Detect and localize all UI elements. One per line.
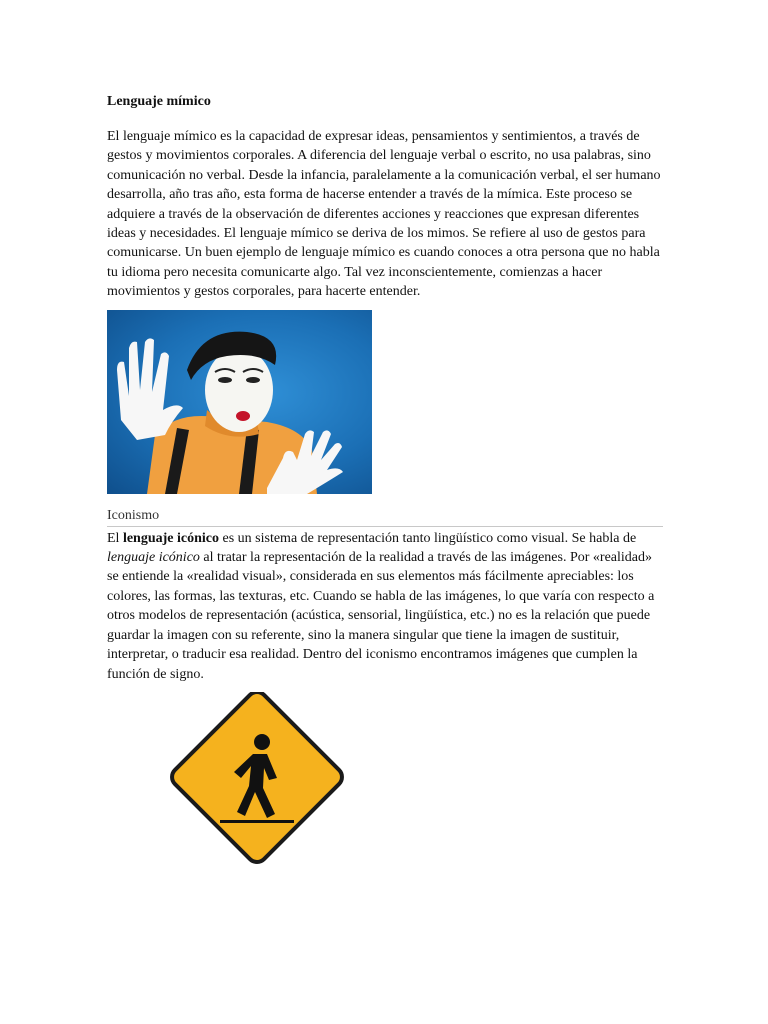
paragraph-iconismo (107, 529, 663, 684)
pedestrian-crossing-sign (107, 692, 402, 882)
paragraph-lenguaje-mimico: El lenguaje mímico es la capacidad de expresar ideas, pensamientos y sentimientos, a través de gestos y movimientos corporales. A diferencia del lenguaje verbal o escrito, no usa palabras, sino comunicación no verbal. Desde la infancia, paralelamente a la comunicación verbal, el ser humano desarrolla, año tras año, esta forma de hacerse entender a través de la mímica. Este proceso se adquiere a través de la observación de diferentes acciones y reacciones que expresan diferentes ideas y necesidades. El lenguaje mímico se deriva de los mimos. Se refiere al uso de gestos para comunicarse. Un buen ejemplo de lenguaje mímico es cuando conoces a otra persona que no habla tu idioma pero necesita comunicarte algo. Tal vez inconscientemente, comienzas a hacer movimientos y gestos corporales, para hacerte entender. (107, 129, 661, 300)
italic-term-lenguaje-iconico: lenguaje icónico (107, 550, 200, 566)
p-el: El (107, 530, 120, 546)
pedestrian-sign-icon (107, 692, 402, 882)
mime-photo (107, 310, 372, 494)
p-part2: al tratar la representación de la realidad a través de las imágenes. Por «realidad» se entiende la «realidad visual», considerada en sus elementos más fácilmente apreciables: los colores, las formas, las texturas, etc. Cuando se habla de las imágenes, lo que varía con respecto a otros modelos de representación (acústica, sensorial, lingüística, etc.) no es la relación que puede guardar la imagen con su referente, sino la manera singular que tiene la imagen de sustituir, interpretar, o traducir esa realidad. Dentro del iconismo encontramos imágenes que cumplen la función de signo. (107, 550, 655, 682)
p-part1: es un sistema de representación tanto lingüístico como visual. Se habla de (222, 530, 637, 546)
section-title-iconismo (107, 507, 663, 527)
section-title-iconismo-text: Iconismo (107, 507, 160, 523)
mime-illustration (107, 310, 372, 494)
bold-term-lenguaje-iconico: lenguaje icónico (122, 530, 219, 546)
document-content (107, 92, 663, 882)
section-title-lenguaje-mimico: Lenguaje mímico (107, 94, 211, 109)
